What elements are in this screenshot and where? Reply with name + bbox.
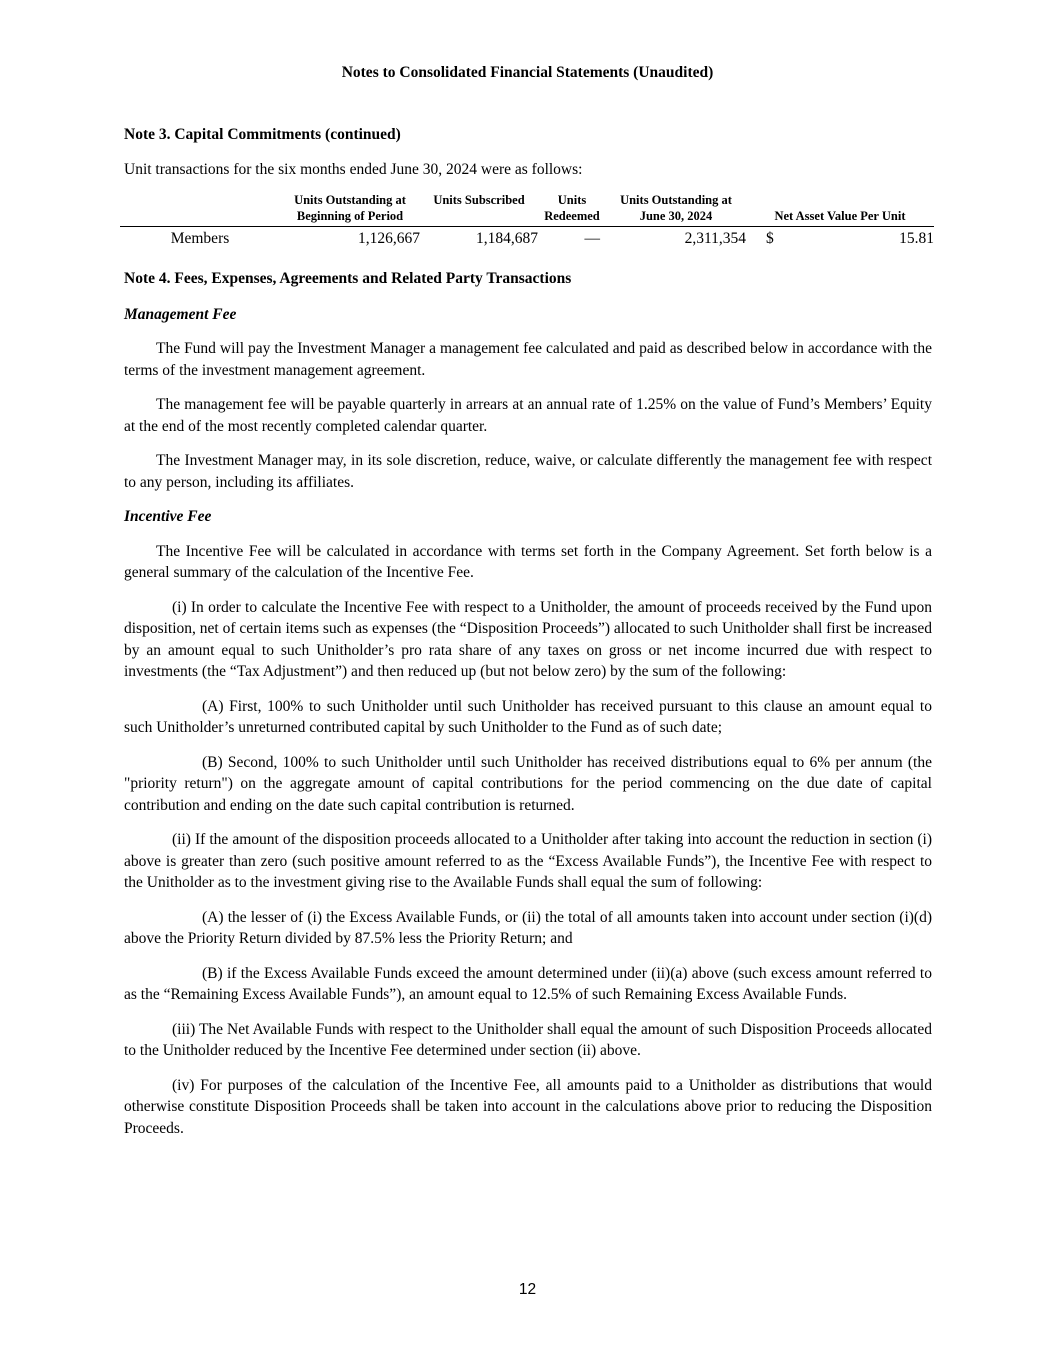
management-fee-paragraph-3: The Investment Manager may, in its sole discretion, reduce, waive, or calculate differently the management fee with respect to any person, including its affiliates. [124, 452, 932, 491]
table-header-row [120, 192, 934, 227]
cell-nav-value: 15.81 [899, 230, 934, 247]
header-beginning [280, 192, 420, 227]
header-outstanding-line1: Units Outstanding at [620, 193, 732, 207]
incentive-fee-clause-ii-a: (A) the lesser of (i) the Excess Available Funds, or (ii) the total of all amounts taken into account under section (i)(d) above the Priority Return divided by 87.5% less the Priority Return; and [124, 908, 932, 947]
incentive-fee-paragraph-1: The Incentive Fee will be calculated in accordance with terms set forth in the Company Agreement. Set forth below is a general summary of the calculation of the Incentive Fee. [124, 542, 932, 581]
note4-heading: Note 4. Fees, Expenses, Agreements and Related Party Transactions [124, 270, 572, 287]
incentive-fee-heading: Incentive Fee [124, 508, 212, 525]
page-content [124, 124, 932, 1139]
page-header-title: Notes to Consolidated Financial Statements (Unaudited) [341, 64, 714, 81]
cell-subscribed: 1,184,687 [476, 230, 538, 247]
incentive-fee-clause-i: (i) In order to calculate the Incentive Fee with respect to a Unitholder, the amount of proceeds received by the Fund upon disposition, net of certain items such as expenses (the “Disposition Proceeds”) allocated to such Unitholder shall first be increased by an amount equal to such Unitholder’s pro rata share of any taxes on gross or net income incurred due with respect to investments (the “Tax Adjustment”) and then reduced up (but not below zero) by the sum of the following: [124, 598, 932, 680]
note3-heading: Note 3. Capital Commitments (continued) [124, 126, 401, 143]
incentive-fee-clause-ii: (ii) If the amount of the disposition proceeds allocated to a Unitholder after taking into account the reduction in section (i) above is greater than zero (such positive amount referred to as the “Excess Available Funds”), the Incentive Fee with respect to the Unitholder as to the investment giving rise to the Available Funds shall equal the sum of following: [124, 831, 932, 891]
table-row [120, 227, 934, 250]
incentive-fee-clause-i-a: (A) First, 100% to such Unitholder until such Unitholder has received pursuant to this clause an amount equal to such Unitholder’s unreturned contributed capital by such Unitholder to the Fund as of such date; [124, 697, 932, 736]
header-blank [120, 192, 280, 227]
cell-nav [746, 227, 934, 250]
header-nav-line: Net Asset Value Per Unit [774, 209, 906, 223]
unit-transactions-table [120, 192, 934, 249]
cell-redeemed: — [584, 230, 600, 247]
header-subscribed-line: Units Subscribed [433, 193, 525, 207]
note3-intro: Unit transactions for the six months ended June 30, 2024 were as follows: [124, 160, 583, 178]
header-redeemed [538, 192, 606, 227]
incentive-fee-clause-iii: (iii) The Net Available Funds with respect to the Unitholder shall equal the amount of such Disposition Proceeds allocated to the Unitholder reduced by the Incentive Fee determined under section (ii) above. [124, 1020, 932, 1059]
incentive-fee-clause-iv: (iv) For purposes of the calculation of the Incentive Fee, all amounts paid to a Unitholder as distributions that would otherwise constitute Disposition Proceeds shall be taken into account in the calculations above prior to reducing the Disposition Proceeds. [124, 1076, 932, 1137]
header-nav [746, 192, 934, 227]
management-fee-paragraph-2: The management fee will be payable quarterly in arrears at an annual rate of 1.25% on the value of Fund’s Members’ Equity at the end of the most recently completed calendar quarter. [124, 396, 932, 435]
cell-outstanding: 2,311,354 [684, 230, 746, 247]
management-fee-heading: Management Fee [124, 305, 237, 323]
incentive-fee-clause-i-b: (B) Second, 100% to such Unitholder until such Unitholder has received distributions equal to 6% per annum (the "priority return") on the aggregate amount of capital contributions for the period commencing on the due date of capital contribution and ending on the date such capital contribution is returned. [124, 753, 932, 814]
header-beginning-line2: Beginning of Period [296, 209, 404, 223]
management-fee-paragraph-1: The Fund will pay the Investment Manager a management fee calculated and paid as described below in accordance with the terms of the investment management agreement. [124, 340, 932, 379]
header-redeemed-line2: Redeemed [544, 209, 600, 223]
header-outstanding-line2: June 30, 2024 [639, 209, 713, 223]
header-redeemed-line1: Units [557, 193, 587, 207]
row-label: Members [170, 230, 230, 247]
cell-beginning: 1,126,667 [358, 230, 420, 247]
page-number: 12 [518, 1281, 537, 1298]
header-beginning-line1: Units Outstanding at [294, 193, 406, 207]
cell-nav-currency: $ [766, 230, 774, 247]
header-outstanding [606, 192, 746, 227]
incentive-fee-clause-ii-b: (B) if the Excess Available Funds exceed the amount determined under (ii)(a) above (such excess amount referred to as the “Remaining Excess Available Funds”), an amount equal to 12.5% of such Remaining Excess Available Funds. [124, 964, 932, 1003]
header-subscribed [420, 192, 538, 227]
